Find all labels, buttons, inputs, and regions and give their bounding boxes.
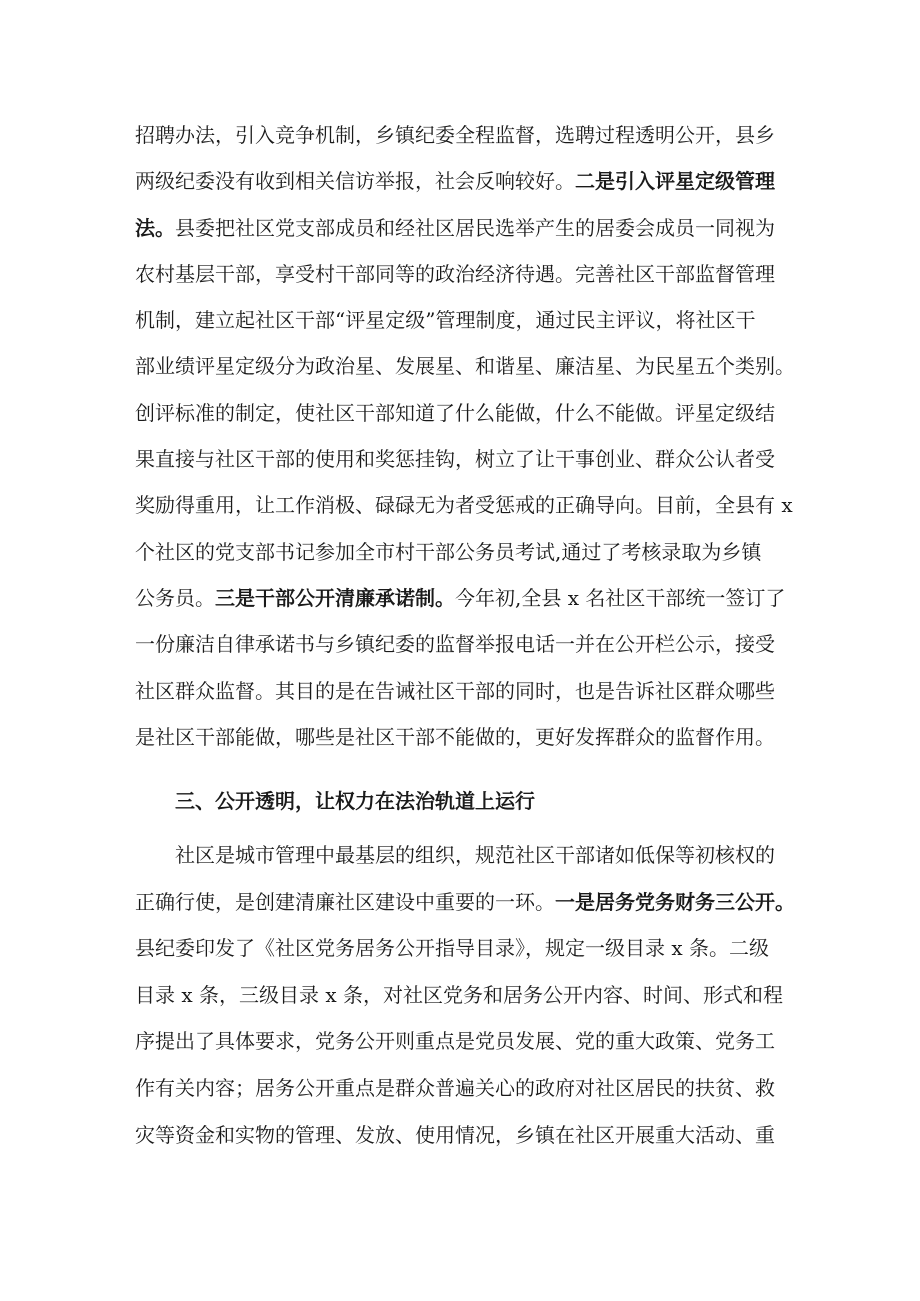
text-line: 灾等资金和实物的管理、发放、使用情况，乡镇在社区开展重大活动、重 — [135, 1122, 775, 1147]
text-line: 序提出了具体要求，党务公开则重点是党员发展、党的重大政策、党务工 — [135, 1029, 775, 1054]
body-paragraph — [135, 832, 795, 1158]
bold-run: 一是居务党务财务三公开。 — [555, 889, 795, 914]
text-line — [135, 158, 790, 204]
text-run: 县委把社区党支部成员和经社区居民选举产生的居委会成员一同视为 — [175, 215, 775, 240]
text-line — [135, 205, 790, 251]
text-line: 部业绩评星定级分为政治星、发展星、和谐星、廉洁星、为民星五个类别。 — [135, 354, 795, 379]
text-run: 两级纪委没有收到相关信访举报，社会反响较好。 — [135, 169, 575, 194]
text-line: 社区是城市管理中最基层的组织，规范社区干部诸如低保等初核权的 — [175, 843, 775, 867]
text-line: 奖励得重用，让工作消极、碌碌无为者受惩戒的正确导向。目前，全县有 x — [135, 493, 793, 518]
text-line: 个社区的党支部书记参加全市村干部公务员考试,通过了考核录取为乡镇 — [135, 539, 762, 564]
text-line: 创评标准的制定，使社区干部知道了什么能做，什么不能做。评星定级结 — [135, 400, 775, 425]
section-heading: 三、公开透明，让权力在法治轨道上运行 — [175, 789, 535, 813]
text-line — [135, 575, 790, 621]
text-run: 今年初,全县 x 名社区干部统一签订了 — [455, 585, 786, 610]
bold-run: 二是引入评星定级管理 — [575, 169, 775, 194]
text-line: 县纪委印发了《社区党务居务公开指导目录》，规定一级目录 x 条。二级 — [135, 936, 769, 961]
text-line: 一份廉洁自律承诺书与乡镇纪委的监督举报电话一并在公开栏公示，接受 — [135, 632, 775, 657]
bold-run: 法。 — [135, 215, 175, 240]
text-line: 招聘办法，引入竞争机制，乡镇纪委全程监督，选聘过程透明公开，县乡 — [135, 123, 775, 147]
text-run: 公务员。 — [135, 585, 215, 610]
bold-run: 三是干部公开清廉承诺制。 — [215, 585, 455, 610]
text-line — [135, 879, 795, 926]
text-line: 目录 x 条，三级目录 x 条，对社区党务和居务公开内容、时间、形式和程 — [135, 982, 783, 1007]
text-run: 正确行使，是创建清廉社区建设中重要的一环。 — [135, 889, 555, 914]
body-paragraph — [135, 112, 795, 760]
text-line: 作有关内容；居务公开重点是群众普遍关心的政府对社区居民的扶贫、救 — [135, 1075, 775, 1100]
text-line: 是社区干部能做，哪些是社区干部不能做的，更好发挥群众的监督作用。 — [135, 724, 775, 749]
text-line: 果直接与社区干部的使用和奖惩挂钩，树立了让干事创业、群众公认者受 — [135, 447, 775, 472]
text-line: 机制，建立起社区干部“评星定级”管理制度，通过民主评议，将社区干 — [135, 308, 756, 333]
text-line: 社区群众监督。其目的是在告诫社区干部的同时，也是告诉社区群众哪些 — [135, 678, 775, 703]
text-line: 农村基层干部，享受村干部同等的政治经济待遇。完善社区干部监督管理 — [135, 261, 775, 286]
